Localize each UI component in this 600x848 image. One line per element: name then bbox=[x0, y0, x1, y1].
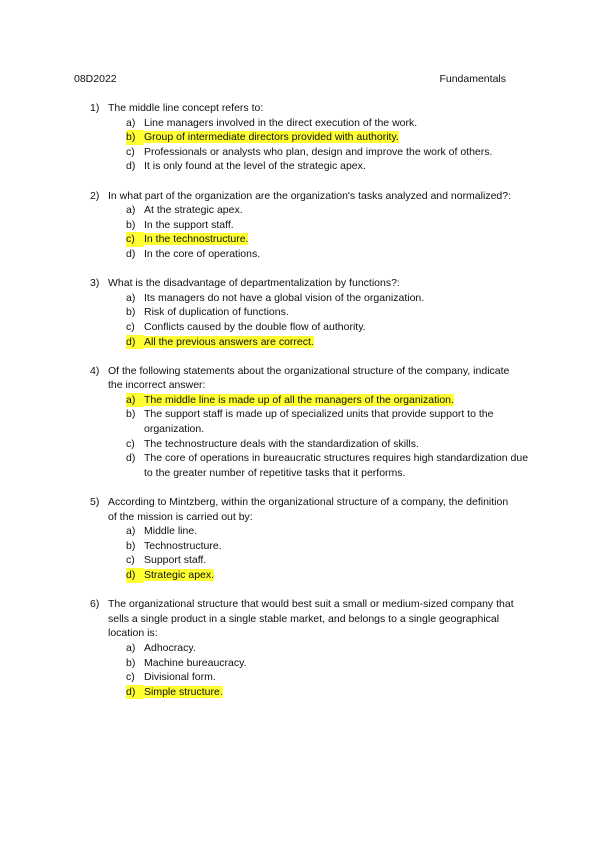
option-letter: b) bbox=[126, 218, 136, 231]
option-text-wrapper bbox=[144, 247, 530, 262]
subject-title: Fundamentals bbox=[439, 73, 506, 85]
option-text-wrapper bbox=[144, 685, 530, 700]
question-text: What is the disadvantage of departmentalization by functions?: bbox=[108, 277, 400, 290]
answer-option bbox=[90, 670, 530, 685]
answer-options bbox=[90, 291, 530, 349]
question-number: 1) bbox=[90, 102, 100, 114]
option-text-wrapper bbox=[144, 159, 530, 174]
option-text: Machine bureaucracy. bbox=[144, 656, 247, 669]
option-letter: d) bbox=[126, 568, 144, 583]
option-text: It is only found at the level of the strategic apex. bbox=[144, 160, 366, 173]
answer-options bbox=[90, 393, 530, 481]
question-text: Of the following statements about the organizational structure of the company, indicate the incorrect answer: bbox=[108, 364, 510, 392]
answer-options bbox=[90, 641, 530, 699]
option-text-wrapper bbox=[144, 407, 530, 436]
option-text: The support staff is made up of specialized units that provide support to the organization. bbox=[144, 408, 494, 436]
question-number: 5) bbox=[90, 496, 100, 509]
answer-option bbox=[90, 437, 530, 452]
option-text-wrapper bbox=[144, 145, 530, 160]
question-number: 6) bbox=[90, 598, 100, 611]
option-text: At the strategic apex. bbox=[144, 204, 243, 217]
option-text: Simple structure. bbox=[144, 685, 223, 698]
page-header bbox=[74, 72, 506, 86]
option-letter: b) bbox=[126, 408, 136, 421]
option-text: Divisional form. bbox=[144, 671, 216, 684]
answer-option bbox=[90, 451, 530, 480]
question-text: According to Mintzberg, within the organizational structure of a company, the definition of the mission is carried out by: bbox=[108, 496, 509, 523]
question-list bbox=[90, 101, 530, 714]
option-text: Professionals or analysts who plan, design and improve the work of others. bbox=[144, 145, 493, 158]
option-letter: c) bbox=[126, 145, 135, 158]
option-text: In the support staff. bbox=[144, 218, 234, 231]
question-4 bbox=[90, 364, 530, 481]
option-letter: d) bbox=[126, 247, 136, 260]
answer-option bbox=[90, 116, 530, 131]
question-stem bbox=[90, 495, 530, 524]
question-number: 3) bbox=[90, 277, 100, 290]
question-number: 2) bbox=[90, 189, 100, 202]
question-stem bbox=[90, 597, 530, 641]
answer-option bbox=[90, 159, 530, 174]
option-text: The technostructure deals with the standardization of skills. bbox=[144, 437, 419, 450]
question-stem bbox=[90, 101, 530, 116]
document-code: 08D2022 bbox=[74, 73, 117, 85]
option-letter: d) bbox=[126, 160, 136, 173]
option-letter: c) bbox=[126, 232, 144, 247]
option-text: Middle line. bbox=[144, 525, 198, 538]
option-letter: a) bbox=[126, 393, 144, 408]
option-text-wrapper bbox=[144, 232, 530, 247]
option-text: Support staff. bbox=[144, 554, 207, 567]
option-letter: c) bbox=[126, 671, 135, 684]
answer-option bbox=[90, 553, 530, 568]
answer-options bbox=[90, 203, 530, 261]
option-letter: b) bbox=[126, 306, 136, 319]
option-text-wrapper bbox=[144, 393, 530, 408]
answer-option bbox=[90, 407, 530, 436]
answer-option bbox=[90, 641, 530, 656]
question-text: The organizational structure that would best suit a small or medium-sized company that sells a single product in a single stable market, and belongs to a single geographical location is: bbox=[108, 598, 514, 640]
option-text-wrapper bbox=[144, 320, 530, 335]
question-text: In what part of the organization are the organization's tasks analyzed and normalized?: bbox=[108, 189, 511, 202]
answer-option bbox=[90, 305, 530, 320]
answer-option-highlighted bbox=[90, 335, 530, 350]
option-letter: a) bbox=[126, 525, 136, 538]
option-letter: a) bbox=[126, 291, 136, 304]
option-text: All the previous answers are correct. bbox=[144, 335, 314, 348]
answer-options bbox=[90, 524, 530, 582]
option-text-wrapper bbox=[144, 553, 530, 568]
option-text-wrapper bbox=[144, 335, 530, 350]
option-text-wrapper bbox=[144, 116, 530, 131]
answer-option bbox=[90, 524, 530, 539]
answer-option bbox=[90, 203, 530, 218]
answer-option-highlighted bbox=[90, 568, 530, 583]
option-letter: c) bbox=[126, 554, 135, 567]
option-text-wrapper bbox=[144, 305, 530, 320]
question-6 bbox=[90, 597, 530, 699]
option-letter: a) bbox=[126, 641, 136, 654]
option-text: In the core of operations. bbox=[144, 247, 261, 260]
question-stem bbox=[90, 364, 530, 393]
option-text: The middle line is made up of all the managers of the organization. bbox=[144, 393, 454, 406]
option-text: The core of operations in bureaucratic structures requires high standardization due to the greater number of repetitive tasks that it performs. bbox=[144, 452, 529, 479]
option-text-wrapper bbox=[144, 524, 530, 539]
option-letter: b) bbox=[126, 656, 136, 669]
option-text: Adhocracy. bbox=[144, 641, 196, 654]
question-2 bbox=[90, 189, 530, 262]
question-1 bbox=[90, 101, 530, 174]
option-text-wrapper bbox=[144, 670, 530, 685]
option-letter: c) bbox=[126, 437, 135, 450]
option-letter: d) bbox=[126, 685, 144, 700]
option-letter: d) bbox=[126, 335, 144, 350]
answer-option bbox=[90, 247, 530, 262]
option-text-wrapper bbox=[144, 641, 530, 656]
option-text: Line managers involved in the direct execution of the work. bbox=[144, 116, 418, 129]
answer-option bbox=[90, 218, 530, 233]
question-number: 4) bbox=[90, 364, 100, 377]
answer-option bbox=[90, 291, 530, 306]
option-text-wrapper bbox=[144, 218, 530, 233]
option-text: Technostructure. bbox=[144, 539, 222, 552]
option-letter: d) bbox=[126, 452, 136, 465]
answer-option bbox=[90, 145, 530, 160]
option-text-wrapper bbox=[144, 539, 530, 554]
answer-option bbox=[90, 656, 530, 671]
answer-option-highlighted bbox=[90, 685, 530, 700]
question-stem bbox=[90, 189, 530, 204]
option-text: Group of intermediate directors provided with authority. bbox=[144, 131, 399, 144]
option-letter: a) bbox=[126, 116, 136, 129]
question-stem bbox=[90, 276, 530, 291]
question-5 bbox=[90, 495, 530, 583]
option-text: Its managers do not have a global vision of the organization. bbox=[144, 291, 425, 304]
option-letter: a) bbox=[126, 204, 136, 217]
answer-option-highlighted bbox=[90, 232, 530, 247]
answer-option bbox=[90, 320, 530, 335]
option-text: In the technostructure. bbox=[144, 233, 249, 246]
option-text: Risk of duplication of functions. bbox=[144, 306, 289, 319]
option-text-wrapper bbox=[144, 203, 530, 218]
option-text-wrapper bbox=[144, 130, 530, 145]
option-text-wrapper bbox=[144, 656, 530, 671]
option-text-wrapper bbox=[144, 568, 530, 583]
question-text: The middle line concept refers to: bbox=[108, 102, 264, 114]
option-text: Strategic apex. bbox=[144, 569, 215, 581]
option-letter: b) bbox=[126, 130, 144, 145]
option-text-wrapper bbox=[144, 291, 530, 306]
option-letter: c) bbox=[126, 320, 135, 333]
answer-option-highlighted bbox=[90, 130, 530, 145]
option-text-wrapper bbox=[144, 451, 530, 480]
option-text: Conflicts caused by the double flow of authority. bbox=[144, 320, 366, 333]
answer-options bbox=[90, 116, 530, 174]
question-3 bbox=[90, 276, 530, 349]
answer-option-highlighted bbox=[90, 393, 530, 408]
option-letter: b) bbox=[126, 539, 136, 552]
option-text-wrapper bbox=[144, 437, 530, 452]
answer-option bbox=[90, 539, 530, 554]
